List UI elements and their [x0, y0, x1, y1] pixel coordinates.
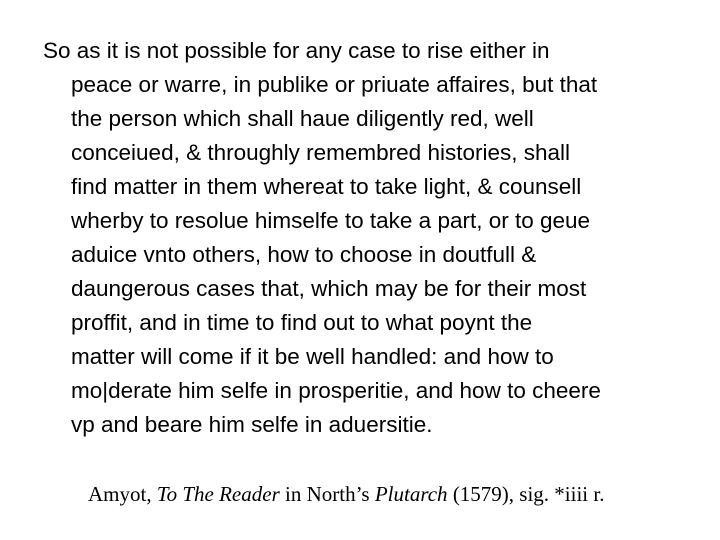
citation-details: (1579), sig. *iiii r.: [447, 482, 605, 506]
citation-book-title: Plutarch: [374, 482, 448, 506]
quote-line: matter will come if it be well handled: and how to: [71, 344, 554, 369]
quote-line: aduice vnto others, how to choose in doutfull &: [71, 242, 537, 267]
quote-line: vp and beare him selfe in aduersitie.: [71, 412, 433, 437]
citation-connector: in North’s: [279, 482, 375, 506]
quote-line: find matter in them whereat to take light, & counsell: [71, 174, 582, 199]
citation: [88, 477, 604, 511]
quote-line: mo|derate him selfe in prosperitie, and how to cheere: [71, 378, 601, 403]
quote-line: daungerous cases that, which may be for their most: [71, 276, 587, 301]
quotation-block: [43, 34, 683, 442]
quote-line: proffit, and in time to find out to what poynt the: [71, 310, 533, 335]
quote-line: the person which shall haue diligently red, well: [71, 106, 534, 131]
quote-line: wherby to resolue himselfe to take a part, or to geue: [71, 208, 591, 233]
citation-work-title: To The Reader: [156, 482, 280, 506]
quote-line: conceiued, & throughly remembred histories, shall: [71, 140, 570, 165]
citation-author: Amyot,: [88, 482, 157, 506]
quote-line: peace or warre, in publike or priuate affaires, but that: [71, 72, 598, 97]
quote-line: So as it is not possible for any case to rise either in: [43, 38, 550, 63]
